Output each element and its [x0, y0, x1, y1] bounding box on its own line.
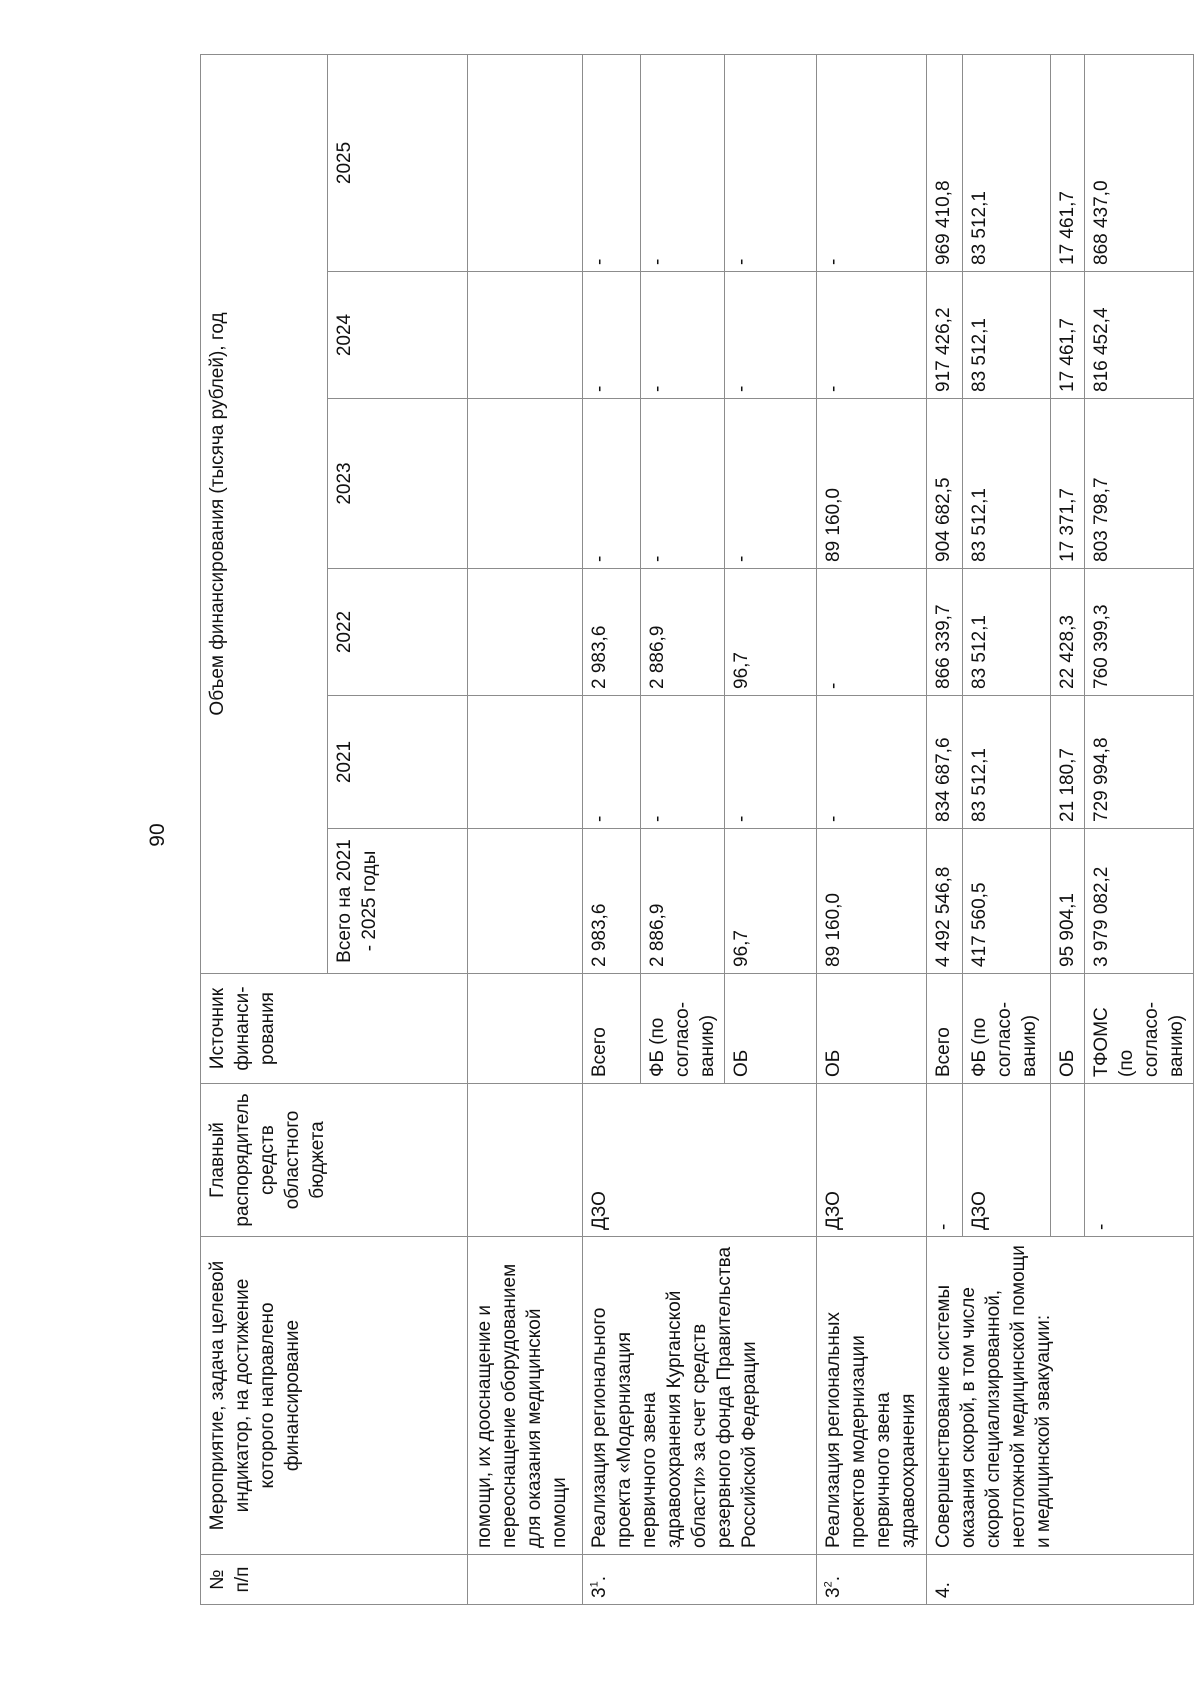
- row32-num: $3^2$.: [817, 1555, 927, 1605]
- row4-manager-0: -: [927, 1084, 963, 1237]
- row32-source-0: ОБ: [817, 974, 927, 1084]
- row31-manager: ДЗО: [583, 1084, 817, 1237]
- row31-2022-0: 2 983,6: [583, 569, 641, 696]
- row4-2024-3: 816 452,4: [1085, 272, 1194, 399]
- row32-2022-0: -: [817, 569, 927, 696]
- cont-2024: [468, 272, 583, 399]
- row4-2025-1: 83 512,1: [963, 54, 1051, 271]
- row32-2023-0: 89 160,0: [817, 399, 927, 569]
- row4-2023-0: 904 682,5: [927, 399, 963, 569]
- header-year-2023: 2023: [328, 399, 468, 569]
- row31-total-0: 2 983,6: [583, 829, 641, 974]
- cont-2025: [468, 54, 583, 271]
- cont-manager: [468, 1084, 583, 1237]
- row32-2025-0: -: [817, 54, 927, 271]
- financing-table-container: [200, 55, 1187, 1605]
- row4-2021-3: 729 994,8: [1085, 696, 1194, 829]
- row32-2024-0: -: [817, 272, 927, 399]
- cont-num: [468, 1555, 583, 1605]
- row4-activity: Совершенствование системы оказания скорой, в том числе скорой специализированной, неотложной медицинской помощи и медицинской эвакуации:: [927, 1237, 1194, 1555]
- header-year-2024: 2024: [328, 272, 468, 399]
- row31-source-1: ФБ (по согласо-ванию): [641, 974, 725, 1084]
- header-num: № п/п: [201, 1555, 468, 1605]
- row4-2025-0: 969 410,8: [927, 54, 963, 271]
- header-year-2021: 2021: [328, 696, 468, 829]
- row31-total-1: 2 886,9: [641, 829, 725, 974]
- row31-2025-1: -: [641, 54, 725, 271]
- cont-2021: [468, 696, 583, 829]
- row4-source-0: Всего: [927, 974, 963, 1084]
- row31-source-2: ОБ: [725, 974, 817, 1084]
- row31-total-2: 96,7: [725, 829, 817, 974]
- row31-2023-0: -: [583, 399, 641, 569]
- row4-total-0: 4 492 546,8: [927, 829, 963, 974]
- row4-num: 4.: [927, 1555, 1194, 1605]
- row4-source-3: ТФОМС (по согласо-ванию): [1085, 974, 1194, 1084]
- row4-2023-3: 803 798,7: [1085, 399, 1194, 569]
- row4-total-1: 417 560,5: [963, 829, 1051, 974]
- row4-manager-1: ДЗО: [963, 1084, 1051, 1237]
- row4-2022-0: 866 339,7: [927, 569, 963, 696]
- row4-2025-2: 17 461,7: [1051, 54, 1085, 271]
- row31-2025-2: -: [725, 54, 817, 271]
- row4-2023-2: 17 371,7: [1051, 399, 1085, 569]
- row31-2024-1: -: [641, 272, 725, 399]
- row4-2022-2: 22 428,3: [1051, 569, 1085, 696]
- header-activity: Мероприятие, задача целевой индикатор, на достижение которого направлено финансирование: [201, 1237, 468, 1555]
- row32-2021-0: -: [817, 696, 927, 829]
- row4-2021-1: 83 512,1: [963, 696, 1051, 829]
- row4-2024-2: 17 461,7: [1051, 272, 1085, 399]
- row31-2023-2: -: [725, 399, 817, 569]
- row31-2021-2: -: [725, 696, 817, 829]
- header-volume: Объем финансирования (тысяча рублей), год: [201, 54, 328, 973]
- cont-source: [468, 974, 583, 1084]
- row4-2023-1: 83 512,1: [963, 399, 1051, 569]
- row31-2025-0: -: [583, 54, 641, 271]
- header-source: Источник финанси-рования: [201, 974, 468, 1084]
- row4-2024-0: 917 426,2: [927, 272, 963, 399]
- cont-2023: [468, 399, 583, 569]
- row4-2021-0: 834 687,6: [927, 696, 963, 829]
- row4-manager-2: [1051, 1084, 1085, 1237]
- row32-manager: ДЗО: [817, 1084, 927, 1237]
- row4-source-2: ОБ: [1051, 974, 1085, 1084]
- header-manager: Главный распорядитель средств областного бюджета: [201, 1084, 468, 1237]
- cont-activity: помощи, их дооснащение и переоснащение оборудованием для оказания медицинской помощи: [468, 1237, 583, 1555]
- row4-manager-3: -: [1085, 1084, 1194, 1237]
- row4-source-1: ФБ (по согласо-ванию): [963, 974, 1051, 1084]
- row31-2021-0: -: [583, 696, 641, 829]
- row4-total-3: 3 979 082,2: [1085, 829, 1194, 974]
- cont-2022: [468, 569, 583, 696]
- row31-2021-1: -: [641, 696, 725, 829]
- page-number: 90: [146, 823, 169, 847]
- row31-source-0: Всего: [583, 974, 641, 1084]
- row4-2021-2: 21 180,7: [1051, 696, 1085, 829]
- row32-total-0: 89 160,0: [817, 829, 927, 974]
- row31-2024-2: -: [725, 272, 817, 399]
- row31-2024-0: -: [583, 272, 641, 399]
- row4-total-2: 95 904,1: [1051, 829, 1085, 974]
- row4-2022-3: 760 399,3: [1085, 569, 1194, 696]
- header-total: Всего на 2021 - 2025 годы: [328, 829, 468, 974]
- row31-2022-2: 96,7: [725, 569, 817, 696]
- row31-2023-1: -: [641, 399, 725, 569]
- cont-total: [468, 829, 583, 974]
- row31-num: $3^1$.: [583, 1555, 817, 1605]
- row4-2022-1: 83 512,1: [963, 569, 1051, 696]
- header-year-2025: 2025: [328, 54, 468, 271]
- financing-table: [200, 54, 1194, 1605]
- row31-2022-1: 2 886,9: [641, 569, 725, 696]
- row4-2024-1: 83 512,1: [963, 272, 1051, 399]
- header-year-2022: 2022: [328, 569, 468, 696]
- row4-2025-3: 868 437,0: [1085, 54, 1194, 271]
- row31-activity: Реализация регионального проекта «Модернизация первичного звена здравоохранения Курганской области» за счет средств резервного фонда Правительства Российской Федерации: [583, 1237, 817, 1555]
- row32-activity: Реализация региональных проектов модернизации первичного звена здравоохранения: [817, 1237, 927, 1555]
